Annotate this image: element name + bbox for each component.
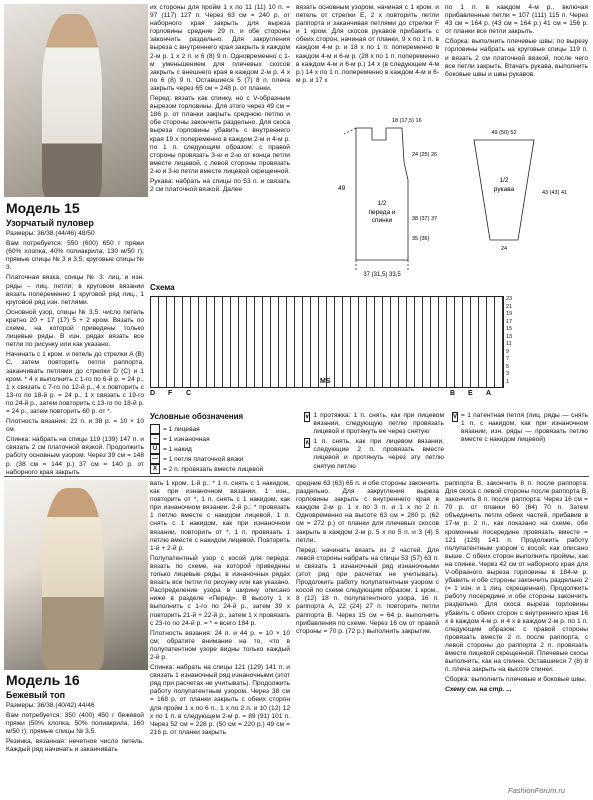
model16-subtitle: Бежевый топ: [6, 690, 66, 700]
front-schematic: [344, 128, 408, 270]
model15-assembly: Сборка: выполнить плечевые швы; по вырезу горловины набрать на круговые спицы 119 п. и вязать 2 см платочной вязкой, после чего все петли закрыть. Втачать рукава, выполнить боковые швы и швы рукавов.: [445, 38, 588, 78]
sleeve-label-2: рукава: [493, 186, 515, 193]
model15-subtitle: Узорчатый пуловер: [6, 218, 94, 228]
legend-title: Условные обозначения: [150, 412, 244, 421]
front-label-2: переда и: [368, 209, 396, 216]
model16-sizes: Размеры: 36/38 (40/42) 44/46: [6, 702, 95, 709]
sleeve-side: 43 (43) 41: [542, 190, 568, 196]
dim-right-b: 38 (37) 37: [412, 216, 438, 222]
model16-assembly: Сборка: выполнить плечевые и боковые швы.: [445, 676, 587, 684]
model15-col1-p2: Начинать с 1 кром. и петель до стрелки A (B) C, затем повторить петли раппорта, заканчивать петлями до стрелки D (C) и 1 кром. * 4 х выполнить с 1-го по 6-й р. = 24 р., 1 х связать с 7-го по 12-й р., 4 х повторить с 13-го по 18-й р. = 24 р., 1 х связать с 19-го по 24-й р., затем повторить с 13-го по 18-й р. = 24 р., затем повторить 60 р. от *.: [6, 351, 144, 415]
model15-sizes: Размеры: 36/38 (44/46) 48/50: [6, 230, 95, 237]
row-number: 1: [506, 378, 510, 385]
legend-symbol: U: [150, 444, 160, 454]
model16-col3: [296, 480, 439, 638]
model15-title: Модель 15: [6, 200, 80, 216]
row-number: 3: [506, 371, 510, 377]
model16-rib: Резинка, вязанная: нечетное число петель. Каждый ряд начинать и заканчивать: [6, 738, 144, 754]
row-number: 19: [506, 311, 513, 317]
knitting-chart: [150, 296, 504, 388]
legend-text: 1 п. снять, как при лицевом вязании, следующие 2 п. провязать вместе лицевой и протянуть через эту петлю снятую петлю: [313, 438, 444, 470]
legend-symbol: –: [150, 434, 160, 444]
dim-top-a: 18 (17,5) 16: [392, 118, 422, 124]
row-number: 17: [506, 318, 513, 325]
model15-photo: [4, 4, 148, 197]
arrow-e: E: [468, 390, 473, 397]
legend-symbol: —: [152, 456, 158, 462]
model15-main-pattern: Основной узор, спицы № 3,5: число петель кратно 20 + 17 (17) 5 + 2 кром. Вязать по схеме, на которой приведены только лицевые ряды. В изн. рядах вязать все петли по рисунку или как указано.: [6, 308, 144, 349]
model15-col4-p1: по 1 п. в каждом 4-м р., включая прибавленные петли = 107 (111) 115 п. Через 43 см = 164 р. (43 см = 164 р.) 41 см = 156 р. от планки все петли закрыть.: [445, 4, 588, 36]
model16-photo: [4, 480, 148, 670]
scheme-title: Схема: [150, 283, 175, 292]
legend-text: = 1 накид: [163, 445, 192, 453]
legend-text: = 1 лицевая: [163, 425, 200, 433]
chart-arrows: [150, 378, 502, 402]
row-number: 13: [506, 333, 513, 340]
row-number: 23: [506, 296, 513, 302]
legend-symbol: [150, 424, 160, 434]
sleeve-bottom: 24: [500, 246, 508, 252]
arrow-f: F: [168, 390, 173, 397]
model16-need: Вам потребуется: 350 (400) 450 г бежевой пряжи (50% хлопка, 50% полиакрила, 160 м/50 г); прямые спицы № 3,5.: [6, 712, 144, 736]
arrow-d: D: [150, 390, 156, 397]
model15-col2-p1: их стороны для пройм 1 х по 11 (11) 10 п. = 97 (117) 127 п. Через 63 см = 240 р. от наборного края закрыть для выреза горловины средние 29 п. и обе стороны закончить раздельно. Для закругления выреза с внутреннего края закрыть в каждом 2-м р. 1 х 2 п. и 6 (8) 9 п. Одновременно с 1-м уменьшением для плечевых скосов закрыть с внешнего края в каждом 2-м р. 4 х по 6 (8) 9 п. Оставшиеся 5 (7) 8 п. плеча закрыть через 65 см = 248 р. от планки.: [150, 4, 290, 92]
legend-list: [150, 424, 290, 474]
arrow-a: A: [486, 390, 492, 397]
legend-text: = 1 изнаночная: [163, 435, 210, 443]
model16-col2-p1: вать 1 кром. 1-й р.: * 1 п. снять с 1 накидом, как при изнаночном вязании, 1 изн., повторить от *, 1 п. снять с 1 накидом, как при изнаночном вязании. 2-й р.: * провязать 1 петлю вместе с накидом лицевой, 1 п. снять с 1 накидом, как при изнаночном вязании, повторить от *, 1 п. провязать 1 петлю вместе с накидом лицевой. Повторить 1-й + 2-й р.: [150, 480, 290, 552]
model15-col3-p1: вязать основным узором, начиная с 1 кром. и петель от стрелки E, 2 х повторить петли раппорта и заканчивая петлями до стрелки F и 1 кром. Для скосов рукавов прибавить с обеих сторон, начиная от планки, 9 х по 1 п. в каждом 4-м р. и 18 х по 1 п. попеременно в каждом 4-м и 6-м р. (28 х по 1 п. попеременно в каждом 4-м и 6-м р.) 14 х (в следующем 4-м р.) 14 х по 1 п. попеременно в каждом 4-м и 6-м р. и 17 х: [296, 4, 439, 84]
arrow-b: B: [450, 390, 456, 397]
legend-item: [150, 434, 290, 444]
dim-left: 49: [338, 185, 346, 192]
ms-label: MS: [320, 378, 331, 385]
legend-list-3: [452, 412, 588, 446]
legend-item: [150, 454, 290, 464]
legend-item: [150, 464, 290, 474]
row-number: 21: [506, 303, 513, 310]
front-label-3: спинки: [371, 217, 393, 224]
model16-title: Модель 16: [6, 672, 80, 688]
dim-right-a: 24 (25) 26: [412, 152, 438, 158]
legend-symbol: ∧: [305, 440, 310, 447]
model15-need: Вам потребуется: 550 (600) 650 г пряжи (60% хлопка, 40% полиакрила, 130 м/50 г); прямые спицы № 3 и 3,5; круговые спицы № 3.: [6, 240, 144, 272]
watermark: FashionForum.ru: [508, 786, 566, 795]
model15-front: Перед: вязать как спинку, но с V-образным вырезом горловины. Для этого через 49 см = 186 р. от планки закрыть среднюю петлю и обе стороны закончить раздельно. Для скоса выреза горловины убавить с внутреннего края 19 х попеременно в каждом 2-м и 4-м р. по 1 п. следующим образом: с правой стороны провязать 3-ю и 2-ю от конца петли вместе лицевой, с левой стороны провязать 2-ю и 3-ю петли вместе лицевой скрещенной.: [150, 95, 290, 175]
legend-list-2: [304, 412, 444, 473]
model16-col4: [445, 480, 588, 696]
row-number: 5: [506, 363, 510, 370]
model16-back: Спинка: набрать на спицы 121 (129) 141 п. и связать 1 изнаночный ряд изнаночными (этот ряд при расчетах не учитывать). Продолжить работу полупатентным узором. Через 38 см = 168 р. от планки закрыть с обеих сторон для пройм 1 х по 6 п., 1 х по 2 п. и 10 (12) 12 х по 1 п. в следующем 2-м р. = 89 (91) 101 п. Через 52 см = 228 р. (50 см = 220 р.) 49 см = 216 р. от планки закрыть: [150, 664, 290, 736]
arrow-c: C: [186, 390, 192, 397]
dim-right-c: 35 (36): [412, 236, 430, 242]
row-number: 9: [506, 348, 510, 355]
model16-col3-p1: средние 63 (63) 65 п. и обе стороны закончить раздельно. Для закругления выреза горловины закрыть с внутреннего края в каждом 2-м р. 1 х по 3 п. и 1 х по 2 п. Одновременно на высоте 63 см = 280 р. (62 см = 272 р.) от планки для плечевых скосов закрыть в каждом 2-м р. 5 х по 5 п. и 3 (4) 5 петли.: [296, 480, 439, 544]
legend-text: 1 протяжка: 1 п. снять, как при лицевом вязании, следующую петлю провязать лицевой и протянуть ее через снятую: [313, 412, 444, 436]
chart-row-numbers: [506, 296, 518, 386]
model16-density: Плотность вязания: 24 п. и 44 р. = 10 × 10 см; обратите внимание на то, что в полупатентном узоре видны только каждый 2-й р.: [150, 629, 290, 661]
legend-text: = 2 п. провязать вместе лицевой: [163, 465, 264, 473]
model15-sleeves: Рукава: набрать на спицы по 53 п. и связать 2 см платочной вязкой. Далее: [150, 177, 290, 194]
front-label: 1/2: [377, 200, 387, 207]
dim-bottom: 37 (31,5) 33,5: [363, 272, 401, 278]
model16-front: Перед: начинать вязать из 2 частей. Для левой стороны набрать на спицы 53 (57) 63 п. и связать 1 изнаночный ряд изнаночными (этот ряд при расчетах не учитывать). Продолжить работу полупатентным узором с косой по схеме следующим образом: 1 кром., 8 (12) 18 п. полупатентного узора, 16 п. раппорта A, 22 (24) 27 п. повторить петли раппорта B. Через 15 см = 64 р. выполнить прибавления по схеме. Через 16 см от правой стороны = 70 р. (72 р.) выполнить закрытие.: [296, 546, 439, 635]
model15-back: Спинка: набрать на спицы 119 (139) 147 п. и связать 2 см платочной вязкой. Продолжить работу основным узором. Через 39 см = 148 р. (38 см = 144 р.) 37 см = 140 р. от наборного края закрыть: [6, 436, 144, 476]
model16-col1: [6, 702, 144, 757]
model15-col4: [445, 4, 588, 81]
model15-col1: [6, 230, 144, 479]
model16-scheme: Схему см. на стр. ...: [445, 686, 512, 694]
legend-symbol: V: [453, 414, 458, 420]
legend-item: [150, 424, 290, 434]
model15-schematic: [296, 110, 588, 280]
model16-cable: Полупатентный узор с косой для переда: вязать по схеме, на которой приведены только лицевые ряды, в изнаночных рядах вязать все петли по рисунку или как указано. Распределение узора в ширину описано ниже в разделе «Перед». В высоту 1 х выполнить с 1-го по 24-й р., затем 39 х повторить 21-й + 22-й р., затем 1 х провязать с 23-го по 24-й р. = * = всего 184 р.: [150, 554, 290, 627]
legend-text: = 1 патентная петля (лиц. ряды — снять 1 п. с накидом, как при изнаночном вязании, изн. ряды — провязать петлю вместе с накидом лицевой): [461, 412, 588, 444]
legend-symbol: X: [150, 464, 160, 474]
row-number: 11: [506, 341, 512, 347]
model15-density: Плотность вязания: 22 п. и 38 р. = 10 × 10 см.: [6, 418, 144, 434]
row-number: 15: [506, 326, 513, 332]
model15-ribbing: Платочная вязка, спицы № 3: лиц. и изн. ряды – лиц. петли; в круговом вязании вязать попеременно 1 круговой ряд лиц., 1 круговой ряд изн. петлями.: [6, 274, 144, 306]
sleeve-label: 1/2: [499, 177, 509, 184]
model16-col2: [150, 480, 290, 739]
legend-symbol: ∨: [305, 414, 310, 420]
legend-item: [150, 444, 290, 454]
sleeve-top: 49 (50) 52: [491, 130, 517, 136]
model15-col2: [150, 4, 290, 196]
legend-text: = 1 петля платочной вязки: [163, 455, 244, 463]
row-number: 7: [506, 356, 510, 362]
model16-col4-p1: раппорта B, закончить 8 п. после раппорта. Для скоса с левой стороны после раппорта B, закончить 8 п. после раппорта. Через 16 см = 70 р. от планки 60 (64) 70 п. Затем объединить петли обеих частей, прибавив в 17-м р. 2 п., как показано на схеме, обе кромочные посередине провязать вместе = 121 (129) 141 п. Продолжить работу полупатентным узором с косой, как описано выше. С обеих сторон выполнить проймы, как на спинке. Через 42 см от наборного края для V-образного выреза горловины в 184-м р. убавить и обе стороны закончить раздельно 2 (= 1 изн. и 1 лиц. скрещенная). Продолжить работу посередине и обе стороны закончить раздельно. Для скоса выреза горловины убавить с обеих сторон с внутреннего края 16 х в каждом 4-м р. и 4 х в каждом 2-м р. по 1 п. следующим образом: с правой стороны провязать вместе 2 п. после раппорта, с левой стороны до раппорта 2 п. провязать вместе лицевой скрещенной. Плечевые скосы выполнить, как на спинке. Оставшиеся 7 (8) 8 п. плеча закрыть на высоте спинки.: [445, 480, 588, 674]
model15-col3: [296, 4, 439, 87]
section-divider: [4, 476, 589, 477]
